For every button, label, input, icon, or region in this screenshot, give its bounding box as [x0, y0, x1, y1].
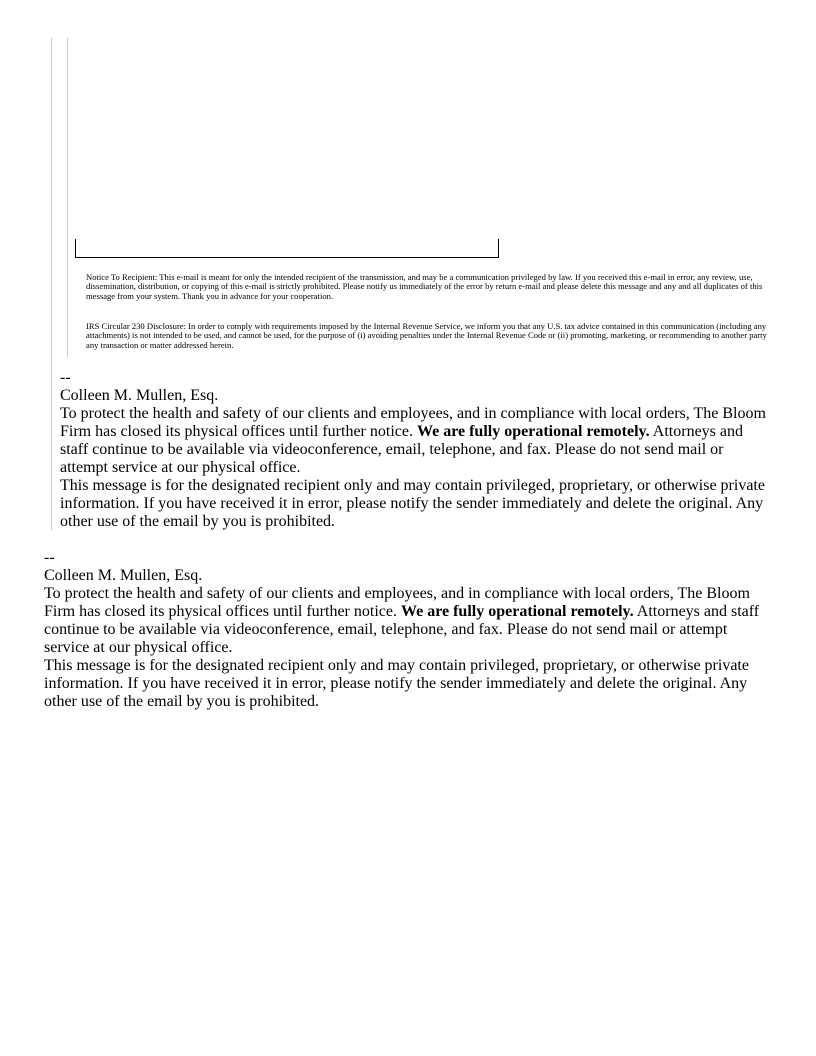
quote-bar-level-1 — [51, 38, 52, 530]
signature-separator: -- — [44, 549, 55, 566]
signature-block — [44, 549, 771, 711]
office-closure-notice-bold: We are fully operational remotely. — [400, 603, 634, 620]
privacy-notice: This message is for the designated recipient only and may contain privileged, proprietary, or otherwise private information. If you have received it in error, please notify the sender immediately and delete the original. Any other use of the email by you is prohibited. — [60, 477, 765, 530]
quoted-signature-block — [60, 369, 775, 531]
quote-bar-level-2 — [67, 38, 68, 357]
irs-circular-230-disclosure: IRS Circular 230 Disclosure: In order to comply with requirements imposed by the Internal Revenue Service, we inform you that any U.S. tax advice contained in this communication (including any attachments) is not intended to be used, and cannot be used, for the purpose of (i) avoiding penalties under the Internal Revenue Code or (ii) promoting, marketing, or recommending to another party any transaction or matter addressed herein. — [86, 321, 767, 350]
confidentiality-notice: Notice To Recipient: This e-mail is meant for only the intended recipient of the transmission, and may be a communication privileged by law. If you received this e-mail in error, any review, use, dissemination, distribution, or copying of this e-mail is strictly prohibited. Please notify us immediately of the error by return e-mail and please delete this message and any and all duplicates of this message from your system. Thank you in advance for your cooperation. — [86, 272, 763, 301]
office-closure-notice-pre: To protect the health and safety of our clients and employees, and in compliance with local orders, The Bloom Firm has closed its physical offices until further notice. — [44, 585, 750, 620]
office-closure-notice-post: Attorneys and staff continue to be available via videoconference, email, telephone, and fax. Please do not send mail or attempt service at our physical office. — [44, 603, 760, 656]
signature-name: Colleen M. Mullen, Esq. — [60, 387, 219, 404]
office-closure-notice-bold: We are fully operational remotely. — [416, 423, 650, 440]
office-closure-notice-pre: To protect the health and safety of our clients and employees, and in compliance with local orders, The Bloom Firm has closed its physical offices until further notice. — [60, 405, 766, 440]
office-closure-notice — [60, 405, 775, 477]
office-closure-notice-post: Attorneys and staff continue to be available via videoconference, email, telephone, and fax. Please do not send mail or attempt service at our physical office. — [60, 423, 743, 476]
privacy-notice: This message is for the designated recipient only and may contain privileged, proprietary, or otherwise private information. If you have received it in error, please notify the sender immediately and delete the original. Any other use of the email by you is prohibited. — [44, 657, 749, 710]
office-closure-notice — [44, 585, 771, 657]
embedded-image-frame — [75, 239, 499, 258]
signature-name: Colleen M. Mullen, Esq. — [44, 567, 203, 584]
signature-separator: -- — [60, 369, 71, 386]
